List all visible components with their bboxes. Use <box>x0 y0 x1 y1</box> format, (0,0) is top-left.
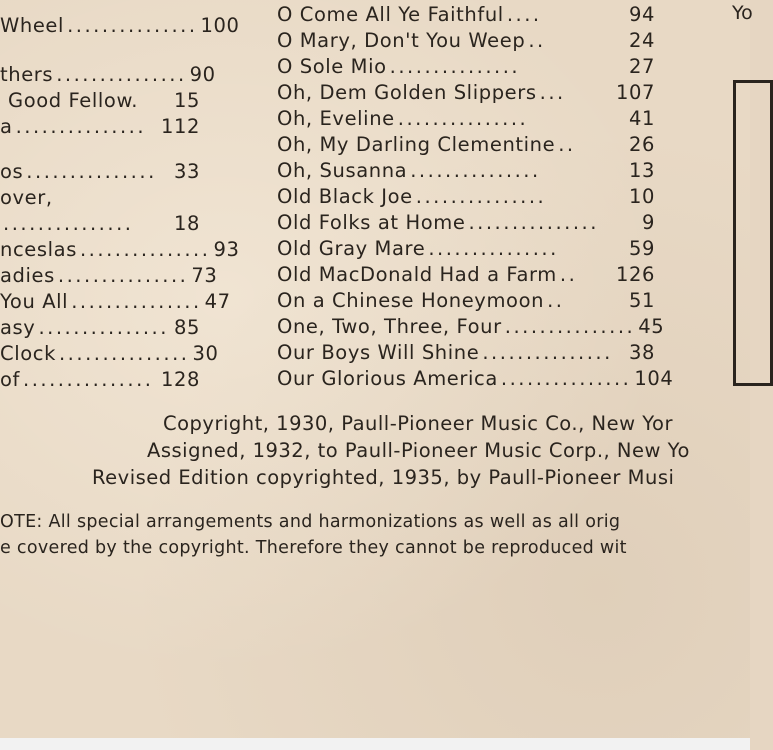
index-entry: a ............... 112 <box>0 115 200 138</box>
index-entry: O Sole Mio ............... 27 <box>277 55 655 78</box>
index-entry: Oh, Susanna ............... 13 <box>277 159 655 182</box>
index-entry: Our Glorious America ............... 104 <box>277 367 674 390</box>
index-entry: Old Folks at Home ............... 9 <box>277 211 655 234</box>
index-entry: You All ............... 47 <box>0 290 231 313</box>
copyright-line: Assigned, 1932, to Paull-Pioneer Music Corp., New Yo <box>147 439 690 462</box>
index-entry: os ............... 33 <box>0 160 200 183</box>
index-entry: Our Boys Will Shine ............... 38 <box>277 341 655 364</box>
note-line: e covered by the copyright. Therefore they cannot be reproduced wit <box>0 538 627 558</box>
index-entry: ............... 18 <box>3 212 200 235</box>
index-entry: Wheel ............... 100 <box>0 14 240 37</box>
index-entry: Clock ............... 30 <box>0 342 219 365</box>
index-entry: Old Black Joe ............... 10 <box>277 185 655 208</box>
index-entry: asy ............... 85 <box>0 316 200 339</box>
index-entry: Oh, My Darling Clementine .. 26 <box>277 133 655 156</box>
index-entry: adies ............... 73 <box>0 264 218 287</box>
index-entry: O Come All Ye Faithful .... 94 <box>277 3 655 26</box>
index-entry: Old Gray Mare ............... 59 <box>277 237 655 260</box>
index-entry: Old MacDonald Had a Farm .. 126 <box>277 263 655 286</box>
copyright-line: Copyright, 1930, Paull-Pioneer Music Co., New Yor <box>163 412 673 435</box>
boxed-panel <box>733 80 773 386</box>
index-entry: Oh, Eveline ............... 41 <box>277 107 655 130</box>
index-entry: O Mary, Don't You Weep .. 24 <box>277 29 655 52</box>
index-entry: Oh, Dem Golden Slippers ... 107 <box>277 81 655 104</box>
index-entry: of ............... 128 <box>0 368 200 391</box>
corner-text-fragment: Yo <box>732 2 753 24</box>
scan-edge <box>0 738 750 750</box>
copyright-line: Revised Edition copyrighted, 1935, by Paull-Pioneer Musi <box>92 466 675 489</box>
index-entry: On a Chinese Honeymoon .. 51 <box>277 289 655 312</box>
note-line: OTE: All special arrangements and harmonizations as well as all orig <box>0 512 621 532</box>
index-entry: thers ............... 90 <box>0 63 216 86</box>
index-entry: Good Fellow. 15 <box>8 89 200 112</box>
index-entry: over, <box>0 186 53 209</box>
index-entry: nceslas ............... 93 <box>0 238 240 261</box>
index-entry: One, Two, Three, Four ............... 45 <box>277 315 665 338</box>
